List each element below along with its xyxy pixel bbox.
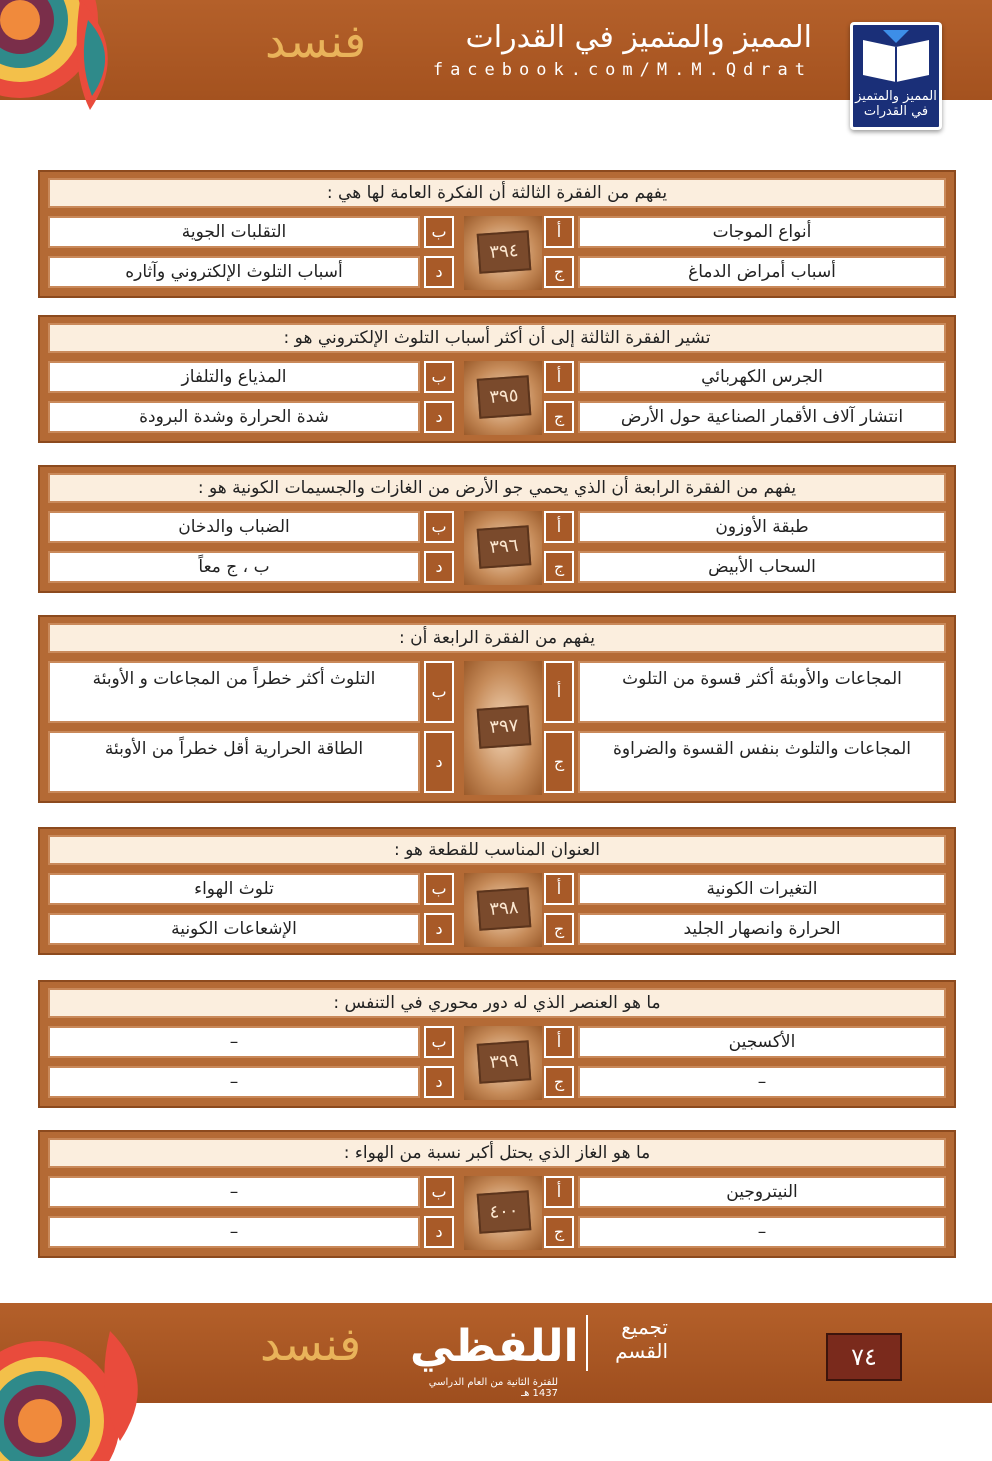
question-number-badge	[464, 873, 542, 947]
option-b-text[interactable]: الضباب والدخان	[48, 511, 420, 543]
header-calligraphy: فنسد	[265, 14, 367, 68]
option-a-label: أ	[544, 361, 574, 393]
collect-line-2: القسم	[615, 1339, 668, 1363]
collect-label	[596, 1315, 668, 1363]
option-d-text[interactable]: شدة الحرارة وشدة البرودة	[48, 401, 420, 433]
question-stem: العنوان المناسب للقطعة هو :	[48, 835, 946, 865]
option-c-label: ج	[544, 1066, 574, 1098]
divider	[586, 1315, 588, 1371]
question-stem: ما هو العنصر الذي له دور محوري في التنفس :	[48, 988, 946, 1018]
option-a-label: أ	[544, 1026, 574, 1058]
footer-calligraphy: فنسد	[260, 1317, 362, 1371]
question-number-badge	[464, 511, 542, 585]
option-d-text[interactable]: أسباب التلوث الإلكتروني وآثاره	[48, 256, 420, 288]
logo	[850, 22, 942, 130]
option-a-label: أ	[544, 661, 574, 723]
brand-name: اللفظي	[410, 1321, 579, 1372]
option-d-text[interactable]: –	[48, 1066, 420, 1098]
option-d-label: د	[424, 1066, 454, 1098]
page-header	[0, 0, 992, 119]
question-block	[38, 465, 956, 593]
option-a-label: أ	[544, 873, 574, 905]
option-d-text[interactable]: ب ، ج معاً	[48, 551, 420, 583]
question-number-badge	[464, 1026, 542, 1100]
question-number: ٤٠٠	[477, 1190, 532, 1234]
option-a-label: أ	[544, 1176, 574, 1208]
option-c-text[interactable]: المجاعات والتلوث بنفس القسوة والضراوة	[578, 731, 946, 793]
option-d-label: د	[424, 1216, 454, 1248]
option-c-text[interactable]: انتشار آلاف الأقمار الصناعية حول الأرض	[578, 401, 946, 433]
option-c-text[interactable]: –	[578, 1066, 946, 1098]
question-stem: يفهم من الفقرة الرابعة أن :	[48, 623, 946, 653]
option-a-text[interactable]: الأكسجين	[578, 1026, 946, 1058]
option-b-label: ب	[424, 511, 454, 543]
brand-subtitle: للفترة الثانية من العام الدراسي 1437 هـ	[428, 1377, 558, 1399]
option-a-text[interactable]: طبقة الأوزون	[578, 511, 946, 543]
option-d-text[interactable]: الإشعاعات الكونية	[48, 913, 420, 945]
option-d-label: د	[424, 256, 454, 288]
option-a-text[interactable]: الجرس الكهربائي	[578, 361, 946, 393]
option-d-text[interactable]: الطاقة الحرارية أقل خطراً من الأوبئة	[48, 731, 420, 793]
option-c-text[interactable]: الحرارة وانصهار الجليد	[578, 913, 946, 945]
option-b-text[interactable]: المذياع والتلفاز	[48, 361, 420, 393]
question-number: ٣٩٤	[477, 230, 532, 274]
option-c-text[interactable]: –	[578, 1216, 946, 1248]
question-stem: تشير الفقرة الثالثة إلى أن أكثر أسباب التلوث الإلكتروني هو :	[48, 323, 946, 353]
question-stem: يفهم من الفقرة الرابعة أن الذي يحمي جو الأرض من الغازات والجسيمات الكونية هو :	[48, 473, 946, 503]
question-block	[38, 980, 956, 1108]
question-block	[38, 170, 956, 298]
site-title: المميز والمتميز في القدرات	[465, 20, 812, 55]
option-a-text[interactable]: المجاعات والأوبئة أكثر قسوة من التلوث	[578, 661, 946, 723]
option-a-text[interactable]: التغيرات الكونية	[578, 873, 946, 905]
question-number: ٣٩٩	[477, 1040, 532, 1084]
option-a-label: أ	[544, 511, 574, 543]
question-stem: ما هو الغاز الذي يحتل أكبر نسبة من الهواء :	[48, 1138, 946, 1168]
option-c-text[interactable]: السحاب الأبيض	[578, 551, 946, 583]
option-b-label: ب	[424, 216, 454, 248]
question-number: ٣٩٧	[477, 705, 532, 749]
option-c-text[interactable]: أسباب أمراض الدماغ	[578, 256, 946, 288]
option-b-label: ب	[424, 1026, 454, 1058]
option-d-label: د	[424, 731, 454, 793]
option-c-label: ج	[544, 1216, 574, 1248]
option-b-label: ب	[424, 661, 454, 723]
option-d-label: د	[424, 913, 454, 945]
question-block	[38, 315, 956, 443]
option-b-label: ب	[424, 361, 454, 393]
option-b-text[interactable]: –	[48, 1176, 420, 1208]
facebook-url[interactable]: facebook.com/M.M.Qdrat	[432, 60, 812, 80]
option-b-text[interactable]: تلوث الهواء	[48, 873, 420, 905]
question-number: ٣٩٥	[477, 375, 532, 419]
option-c-label: ج	[544, 913, 574, 945]
option-c-label: ج	[544, 551, 574, 583]
question-number: ٣٩٨	[477, 887, 532, 931]
collect-line-1: تجميع	[621, 1315, 668, 1339]
page-number: ٧٤	[826, 1333, 902, 1381]
question-number-badge	[464, 661, 542, 795]
mandala-ornament-icon	[0, 0, 160, 130]
option-c-label: ج	[544, 731, 574, 793]
page-footer	[0, 1303, 992, 1403]
option-a-text[interactable]: النيتروجين	[578, 1176, 946, 1208]
option-d-text[interactable]: –	[48, 1216, 420, 1248]
question-block	[38, 827, 956, 955]
option-a-text[interactable]: أنواع الموجات	[578, 216, 946, 248]
question-block	[38, 1130, 956, 1258]
option-c-label: ج	[544, 256, 574, 288]
question-number-badge	[464, 216, 542, 290]
question-number: ٣٩٦	[477, 525, 532, 569]
option-d-label: د	[424, 551, 454, 583]
option-b-label: ب	[424, 1176, 454, 1208]
logo-text: المميز والمتميز في القدرات	[855, 89, 937, 119]
option-d-label: د	[424, 401, 454, 433]
question-number-badge	[464, 361, 542, 435]
mandala-ornament-icon	[0, 1311, 170, 1461]
question-stem: يفهم من الفقرة الثالثة أن الفكرة العامة لها هي :	[48, 178, 946, 208]
book-icon	[853, 25, 939, 85]
option-b-text[interactable]: التلوث أكثر خطراً من المجاعات و الأوبئة	[48, 661, 420, 723]
option-c-label: ج	[544, 401, 574, 433]
question-block	[38, 615, 956, 803]
option-b-text[interactable]: التقلبات الجوية	[48, 216, 420, 248]
option-b-label: ب	[424, 873, 454, 905]
option-a-label: أ	[544, 216, 574, 248]
option-b-text[interactable]: –	[48, 1026, 420, 1058]
question-number-badge	[464, 1176, 542, 1250]
